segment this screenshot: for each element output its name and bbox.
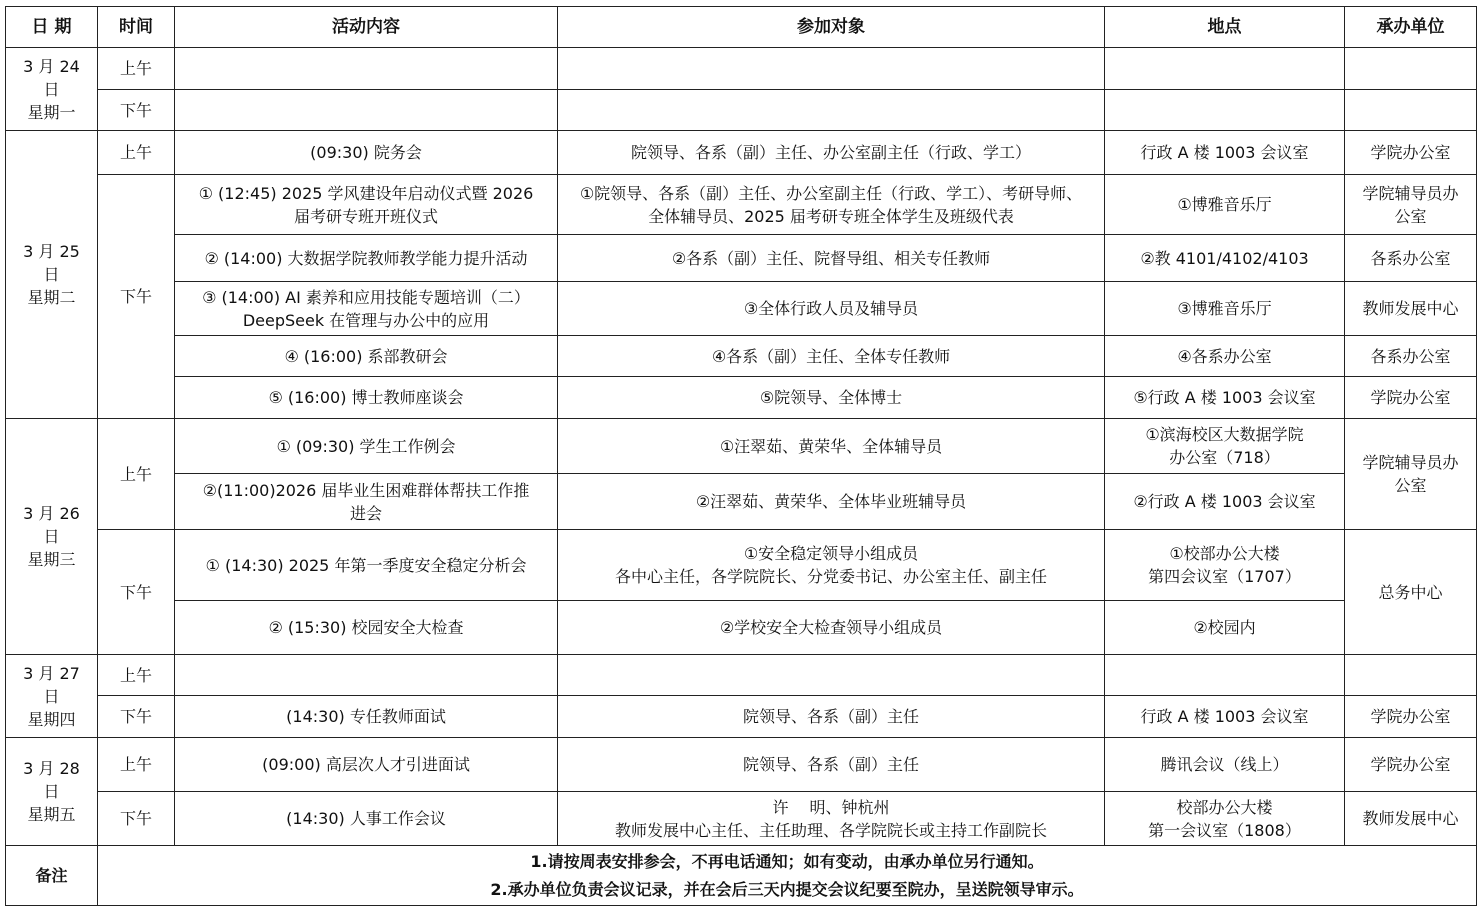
- date-cell-wed: 3 月 26 日 星期三: [6, 419, 98, 655]
- table-row: [6, 377, 1477, 419]
- time-cell: 上午: [98, 655, 175, 696]
- activity-participants: ②汪翠茹、黄荣华、全体毕业班辅导员: [558, 474, 1105, 530]
- header-organizer: 承办单位: [1345, 7, 1477, 48]
- activity-organizer: 教师发展中心: [1345, 282, 1477, 336]
- activity-content: ② (15:30) 校园安全大检查: [175, 601, 558, 655]
- activity-organizer: 学院办公室: [1345, 377, 1477, 419]
- activity-participants: ③全体行政人员及辅导员: [558, 282, 1105, 336]
- notes-label: 备注: [6, 846, 98, 906]
- header-date: 日 期: [6, 7, 98, 48]
- time-cell: 上午: [98, 419, 175, 530]
- table-row: [6, 474, 1477, 530]
- header-row: [6, 7, 1477, 48]
- activity-content: ⑤ (16:00) 博士教师座谈会: [175, 377, 558, 419]
- activity-organizer: 各系办公室: [1345, 336, 1477, 377]
- activity-content: (14:30) 人事工作会议: [175, 792, 558, 846]
- activity-participants: ②学校安全大检查领导小组成员: [558, 601, 1105, 655]
- activity-participants: 院领导、各系（副）主任、办公室副主任（行政、学工）: [558, 131, 1105, 175]
- header-participants: 参加对象: [558, 7, 1105, 48]
- activity-location: 行政 A 楼 1003 会议室: [1105, 131, 1345, 175]
- table-row: [6, 48, 1477, 90]
- activity-location: ⑤行政 A 楼 1003 会议室: [1105, 377, 1345, 419]
- time-cell: 上午: [98, 738, 175, 792]
- table-row: [6, 601, 1477, 655]
- weekly-schedule-table: [5, 6, 1477, 906]
- activity-organizer: 教师发展中心: [1345, 792, 1477, 846]
- table-row: [6, 530, 1477, 601]
- activity-organizer: 学院办公室: [1345, 131, 1477, 175]
- activity-location: ①博雅音乐厅: [1105, 175, 1345, 235]
- activity-location: ①校部办公大楼 第四会议室（1707）: [1105, 530, 1345, 601]
- note-line: 2.承办单位负责会议记录，并在会后三天内提交会议纪要至院办，呈送院领导审示。: [490, 879, 1084, 899]
- activity-organizer: 学院办公室: [1345, 738, 1477, 792]
- activity-participants: 院领导、各系（副）主任: [558, 738, 1105, 792]
- table-row: [6, 175, 1477, 235]
- activity-location: ③博雅音乐厅: [1105, 282, 1345, 336]
- activity-organizer: 学院辅导员办 公室: [1345, 419, 1477, 530]
- activity-location: 行政 A 楼 1003 会议室: [1105, 696, 1345, 738]
- activity-content: ④ (16:00) 系部教研会: [175, 336, 558, 377]
- activity-content: (09:30) 院务会: [175, 131, 558, 175]
- time-cell: 上午: [98, 131, 175, 175]
- table-row: [6, 90, 1477, 131]
- time-cell: 下午: [98, 90, 175, 131]
- header-time: 时间: [98, 7, 175, 48]
- date-cell-thu: 3 月 27 日 星期四: [6, 655, 98, 738]
- notes-row: [6, 846, 1477, 906]
- activity-location: ④各系办公室: [1105, 336, 1345, 377]
- table-row: [6, 282, 1477, 336]
- header-content: 活动内容: [175, 7, 558, 48]
- note-line: 1.请按周表安排参会，不再电话通知；如有变动，由承办单位另行通知。: [530, 851, 1044, 871]
- activity-location: 腾讯会议（线上）: [1105, 738, 1345, 792]
- activity-content: ③ (14:00) AI 素养和应用技能专题培训（二） DeepSeek 在管理与办公中的应用: [175, 282, 558, 336]
- activity-participants: 院领导、各系（副）主任: [558, 696, 1105, 738]
- table-row: [6, 792, 1477, 846]
- table-row: [6, 419, 1477, 474]
- activity-content: ① (12:45) 2025 学风建设年启动仪式暨 2026 届考研专班开班仪式: [175, 175, 558, 235]
- table-row: [6, 336, 1477, 377]
- activity-content: ① (14:30) 2025 年第一季度安全稳定分析会: [175, 530, 558, 601]
- activity-location: ②行政 A 楼 1003 会议室: [1105, 474, 1345, 530]
- activity-location: ②教 4101/4102/4103: [1105, 235, 1345, 282]
- activity-location: 校部办公大楼 第一会议室（1808）: [1105, 792, 1345, 846]
- table-row: [6, 696, 1477, 738]
- table-row: [6, 738, 1477, 792]
- activity-content: (09:00) 高层次人才引进面试: [175, 738, 558, 792]
- activity-participants: 许 明、钟杭州 教师发展中心主任、主任助理、各学院院长或主持工作副院长: [558, 792, 1105, 846]
- activity-location: ②校园内: [1105, 601, 1345, 655]
- activity-content: (14:30) 专任教师面试: [175, 696, 558, 738]
- time-cell: 下午: [98, 696, 175, 738]
- table-row: [6, 131, 1477, 175]
- table-row: [6, 655, 1477, 696]
- activity-organizer: 学院办公室: [1345, 696, 1477, 738]
- activity-participants: ②各系（副）主任、院督导组、相关专任教师: [558, 235, 1105, 282]
- activity-content: ① (09:30) 学生工作例会: [175, 419, 558, 474]
- activity-participants: ①汪翠茹、黄荣华、全体辅导员: [558, 419, 1105, 474]
- table-row: [6, 235, 1477, 282]
- date-cell-tue: 3 月 25 日 星期二: [6, 131, 98, 419]
- time-cell: 下午: [98, 792, 175, 846]
- activity-content: ② (14:00) 大数据学院教师教学能力提升活动: [175, 235, 558, 282]
- date-cell-fri: 3 月 28 日 星期五: [6, 738, 98, 846]
- time-cell: 上午: [98, 48, 175, 90]
- activity-participants: ⑤院领导、全体博士: [558, 377, 1105, 419]
- activity-participants: ④各系（副）主任、全体专任教师: [558, 336, 1105, 377]
- activity-content: ②(11:00)2026 届毕业生困难群体帮扶工作推 进会: [175, 474, 558, 530]
- time-cell: 下午: [98, 175, 175, 419]
- activity-organizer: 总务中心: [1345, 530, 1477, 655]
- activity-participants: ①院领导、各系（副）主任、办公室副主任（行政、学工）、考研导师、 全体辅导员、2025 届考研专班全体学生及班级代表: [558, 175, 1105, 235]
- time-cell: 下午: [98, 530, 175, 655]
- activity-location: ①滨海校区大数据学院 办公室（718）: [1105, 419, 1345, 474]
- activity-organizer: 各系办公室: [1345, 235, 1477, 282]
- notes-content: [98, 846, 1477, 906]
- date-cell-mon: 3 月 24 日 星期一: [6, 48, 98, 131]
- header-location: 地点: [1105, 7, 1345, 48]
- activity-organizer: 学院辅导员办 公室: [1345, 175, 1477, 235]
- activity-participants: ①安全稳定领导小组成员 各中心主任，各学院院长、分党委书记、办公室主任、副主任: [558, 530, 1105, 601]
